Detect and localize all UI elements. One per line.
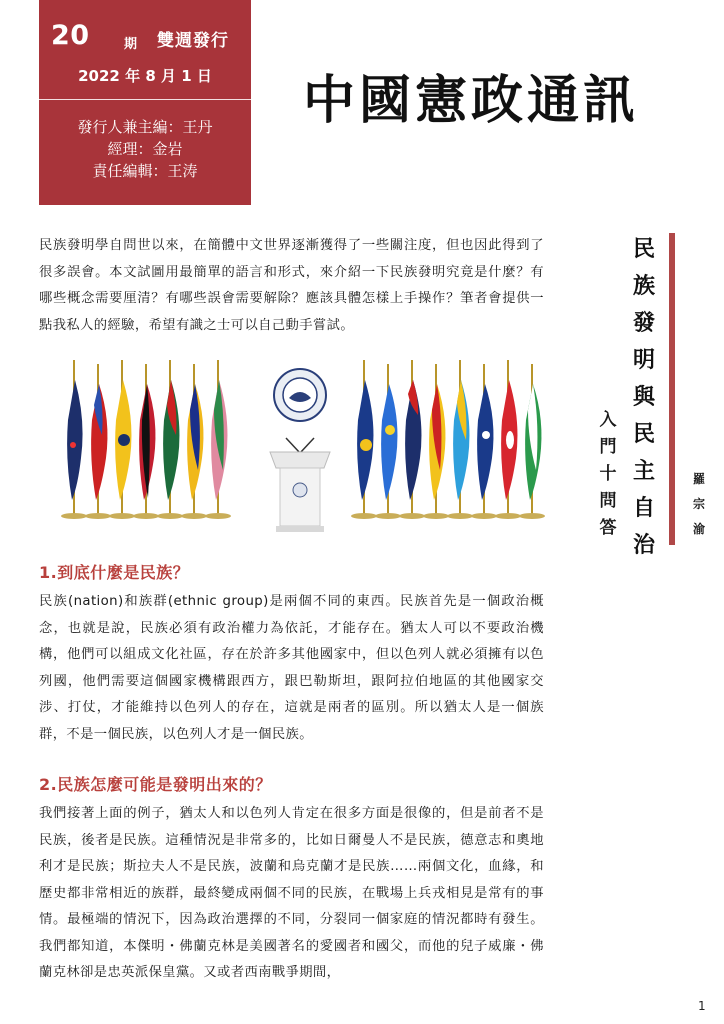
article-subtitle — [594, 407, 622, 542]
section-body: 我們接著上面的例子，猶太人和以色列人肯定在很多方面是很像的，但是前者不是民族，後者是民族。這種情況是非常多的，比如日爾曼人不是民族，德意志和奧地利才是民族；斯拉夫人不是民族，波蘭和烏克蘭才是民族……兩個文化，血緣，和歷史都非常相近的族群，最終變成兩個不同的民族，在戰場上兵戎相見是常有的事情。最極端的情況下，因為政治選擇的不同，分裂同一個家庭的情況都時有發生。我們都知道，本傑明・佛蘭克林是美國著名的愛國者和國父，而他的兒子威廉・佛蘭克林卻是忠英派保皇黨。又或者西南戰爭期間， — [39, 806, 544, 980]
article-title-char: 民 — [632, 422, 655, 447]
masthead-issue-info — [39, 0, 251, 100]
article-title-char: 發 — [632, 311, 655, 336]
left-flag-group — [61, 360, 231, 519]
article-title-char: 族 — [632, 274, 655, 299]
article-subtitle-char: 十 — [599, 464, 617, 484]
section-body: 民族(nation)和族群(ethnic group)是兩個不同的東西。民族首先是一個政治概念，也就是說，民族必須有政治權力為依託，才能存在。猶太人可以不要政治機構，他們可以組成文化社區，存在於許多其他國家中，但以色列人就必須擁有以色列國，他們需要這個國家機構跟西方，跟巴勒斯坦，跟阿拉伯地區的其他國家交涉、打仗，才能維持以色列人的存在，這就是兩者的區別。所以猶太人是一個族群，不是一個民族，以色列人才是一個民族。 — [39, 594, 544, 742]
staff-editor: 責任編輯：王涛 — [92, 162, 198, 180]
publication-frequency: 雙週發行 — [157, 31, 229, 51]
flag — [109, 360, 135, 519]
article-intro: 民族發明學自問世以來，在簡體中文世界逐漸獲得了一些關注度，但也因此得到了很多誤會。本文試圖用最簡單的語言和形式，來介紹一下民族發明究竟是什麼？有哪些概念需要厘清？有哪些誤會需要解除？應該具體怎樣上手操作？筆者會提供一點我私人的經驗，希望有識之士可以自己動手嘗試。 — [39, 238, 544, 333]
article-title-char: 自 — [632, 496, 655, 521]
article-title-char: 明 — [632, 348, 655, 373]
author-char: 渝 — [692, 522, 705, 536]
masthead-box — [39, 0, 251, 205]
article-title — [629, 231, 659, 564]
flag — [205, 360, 231, 519]
section-heading: 1.到底什麼是民族？ — [39, 563, 190, 582]
flag — [351, 360, 377, 519]
right-flag-group — [351, 360, 545, 519]
staff-publisher: 發行人兼主編：王丹 — [77, 118, 213, 136]
section-heading: 2.民族怎麼可能是發明出來的？ — [39, 775, 272, 794]
article-title-char: 主 — [632, 459, 655, 484]
podium — [270, 369, 330, 532]
article-subtitle-char: 問 — [599, 491, 617, 511]
flag — [495, 360, 521, 519]
section-1 — [39, 560, 544, 748]
article-title-char: 與 — [632, 385, 655, 410]
issue-unit: 期 — [124, 37, 138, 52]
flag — [519, 364, 545, 519]
issue-number: 20 — [51, 20, 90, 51]
staff-list — [39, 100, 251, 182]
article-title-char: 治 — [632, 533, 655, 558]
article-author — [689, 467, 709, 542]
section-2 — [39, 772, 544, 987]
newsletter-title: 中國憲政通訊 — [303, 70, 640, 131]
page-number: 1 — [698, 999, 706, 1013]
flag — [85, 364, 111, 519]
flag — [471, 364, 497, 519]
title-accent-bar — [669, 233, 675, 545]
flag — [61, 360, 87, 519]
flags-podium-photo — [48, 350, 568, 540]
issue-date: 2022 年 8 月 1 日 — [78, 67, 212, 85]
flag — [157, 360, 183, 519]
author-char: 宗 — [692, 497, 705, 511]
flag — [375, 364, 401, 519]
flag — [181, 364, 207, 519]
flag — [423, 364, 449, 519]
flag — [133, 364, 159, 519]
article-title-char: 民 — [632, 237, 655, 262]
staff-manager: 經理：金岩 — [107, 140, 183, 158]
article-subtitle-char: 門 — [599, 437, 617, 457]
article-subtitle-char: 答 — [599, 518, 617, 538]
article-subtitle-char: 入 — [599, 410, 617, 430]
flag — [399, 360, 425, 519]
flag — [447, 360, 473, 519]
author-char: 羅 — [692, 472, 705, 486]
